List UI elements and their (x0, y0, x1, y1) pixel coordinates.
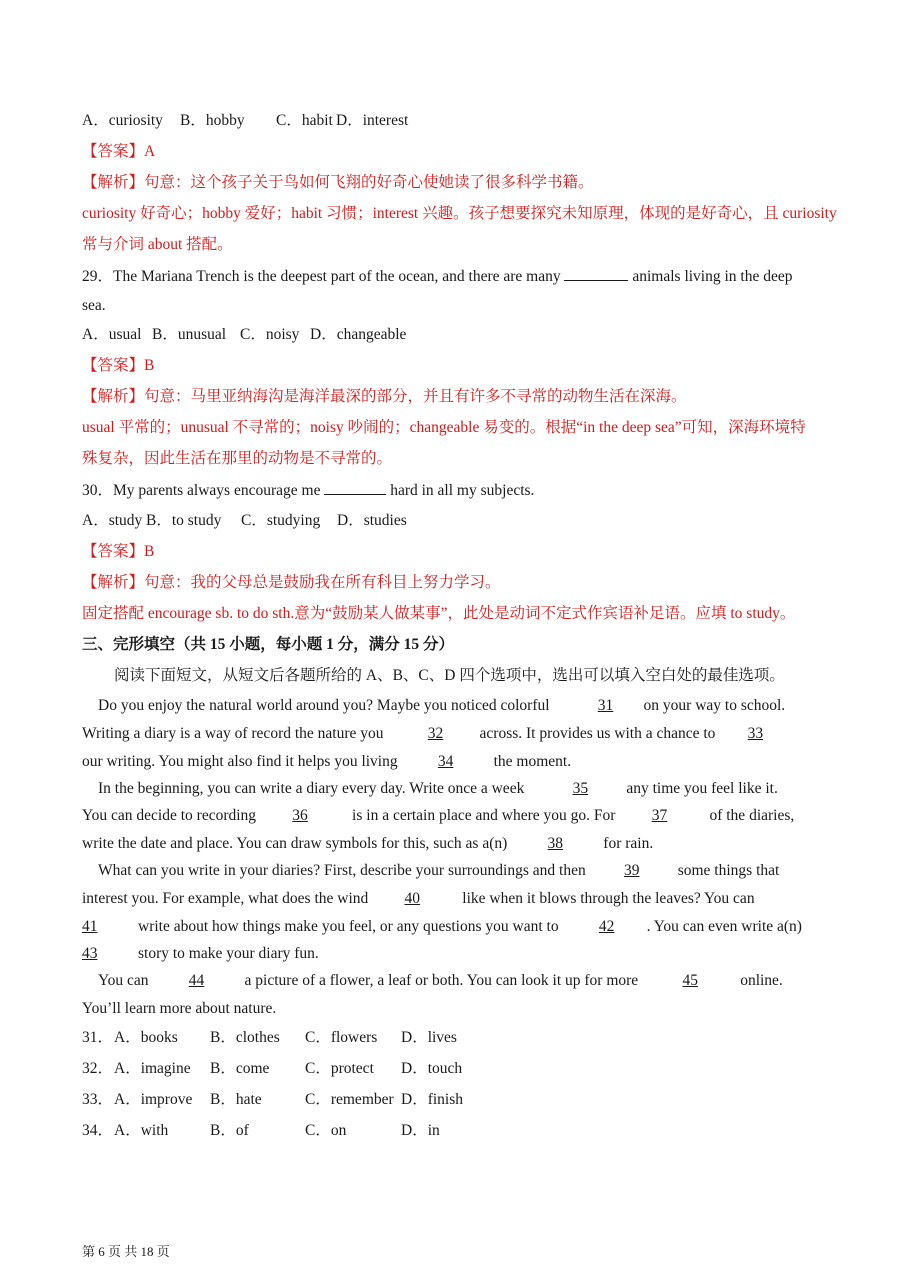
q29-option-d: D．changeable (310, 326, 407, 343)
q30-option-b: B．to study (146, 512, 222, 529)
choice-row-31: 31．A．books B．clothes C．flowers D．lives (82, 1029, 457, 1046)
q29-blank (564, 266, 628, 281)
blank-43: 43 (82, 945, 98, 962)
passage-line-10: 43 story to make your diary fun. (82, 945, 319, 962)
blank-40: 40 (404, 890, 421, 907)
blank-41: 41 (82, 918, 98, 935)
choice-row-32: 32．A．imagine B．come C．protect D．touch (82, 1060, 463, 1077)
q28-note-2: 常与介词 about 搭配。 (82, 236, 233, 253)
q30-analysis: 【解析】句意：我的父母总是鼓励我在所有科目上努力学习。 (82, 574, 501, 591)
blank-33: 33 (747, 725, 764, 742)
q29-options (82, 325, 406, 345)
blank-34: 34 (437, 753, 454, 770)
q30-note-1: 固定搭配 encourage sb. to do sth.意为“鼓励某人做某事”，此处是动词不定式作宾语补足语。应填 to study。 (82, 605, 796, 622)
q28-option-a: A．curiosity (82, 112, 163, 129)
blank-42: 42 (598, 918, 615, 935)
passage-line-11: You can 44 a picture of a flower, a leaf or both. You can look it up for more 45 online. (98, 972, 783, 989)
passage-line-1: Do you enjoy the natural world around you? Maybe you noticed colorful 31 on your way to school. (98, 697, 786, 714)
section-heading: 三、完形填空（共 15 小题，每小题 1 分，满分 15 分） (82, 636, 455, 653)
blank-36: 36 (292, 807, 308, 824)
q30-answer: 【答案】B (82, 543, 155, 560)
blank-39: 39 (623, 862, 640, 879)
blank-37: 37 (651, 807, 668, 824)
blank-45: 45 (682, 972, 698, 989)
page-footer: 第 6 页 共 18 页 (82, 1244, 170, 1259)
q29-note-1: usual 平常的；unusual 不寻常的；noisy 吵闹的；changeable 易变的。根据“in the deep sea”可知，深海环境特 (82, 419, 806, 436)
q28-option-c: C．habit (276, 112, 333, 129)
choice-row-33: 33．A．improve B．hate C．remember D．finish (82, 1091, 464, 1108)
q29-option-a: A．usual (82, 326, 142, 343)
passage-line-4: In the beginning, you can write a diary every day. Write once a week 35 any time you feel like it. (98, 780, 778, 797)
section-instruction: 阅读下面短文，从短文后各题所给的 A、B、C、D 四个选项中，选出可以填入空白处的最佳选项。 (114, 667, 785, 684)
blank-31: 31 (597, 697, 614, 714)
q29-answer: 【答案】B (82, 357, 155, 374)
passage-line-3: our writing. You might also find it helps you living 34 the moment. (82, 753, 572, 770)
q28-option-b: B．hobby (180, 112, 245, 129)
q29-option-c: C．noisy (240, 326, 300, 343)
blank-35: 35 (572, 780, 589, 797)
q30-blank (324, 480, 386, 495)
passage-line-2: Writing a diary is a way of record the nature you 32 across. It provides us with a chance to 33 (82, 724, 779, 744)
passage-line-9: 41 write about how things make you feel, or any questions you want to 42 . You can even write a(n) (82, 918, 802, 935)
passage-line-5: You can decide to recording 36 is in a certain place and where you go. For 37 of the diaries, (82, 807, 795, 824)
q28-options (82, 111, 408, 131)
q30-option-d: D．studies (337, 512, 407, 529)
blank-38: 38 (547, 835, 564, 852)
q28-answer: 【答案】A (82, 143, 156, 160)
q29-option-b: B．unusual (152, 326, 227, 343)
q29-stem-line2: sea. (82, 297, 106, 314)
q28-note-1: curiosity 好奇心；hobby 爱好；habit 习惯；interest 兴趣。孩子想要探究未知原理，体现的是好奇心，且 curiosity (82, 205, 837, 222)
blank-32: 32 (427, 725, 444, 742)
q29-analysis: 【解析】句意：马里亚纳海沟是海洋最深的部分，并且有许多不寻常的动物生活在深海。 (82, 388, 687, 405)
passage-line-12: You’ll learn more about nature. (82, 1000, 277, 1017)
q28-option-d: D．interest (336, 112, 409, 129)
blank-44: 44 (188, 972, 205, 989)
passage-line-7: What can you write in your diaries? First, describe your surroundings and then 39 some things that (98, 862, 780, 879)
q30-options (82, 511, 407, 531)
q29-stem: 29．The Mariana Trench is the deepest part of the ocean, and there are many animals living in the deep (82, 268, 793, 285)
q28-analysis: 【解析】句意：这个孩子关于鸟如何飞翔的好奇心使她读了很多科学书籍。 (82, 174, 594, 191)
q30-option-c: C．studying (241, 512, 321, 529)
q29-note-2: 殊复杂，因此生活在那里的动物是不寻常的。 (82, 450, 393, 467)
choice-row-34: 34．A．with B．of C．on D．in (82, 1122, 440, 1139)
q30-option-a: A．study (82, 512, 143, 529)
passage-line-6: write the date and place. You can draw symbols for this, such as a(n) 38 for rain. (82, 835, 654, 852)
passage-line-8: interest you. For example, what does the wind 40 like when it blows through the leaves? You can (82, 890, 755, 907)
q30-stem: 30．My parents always encourage me hard in all my subjects. (82, 482, 535, 499)
